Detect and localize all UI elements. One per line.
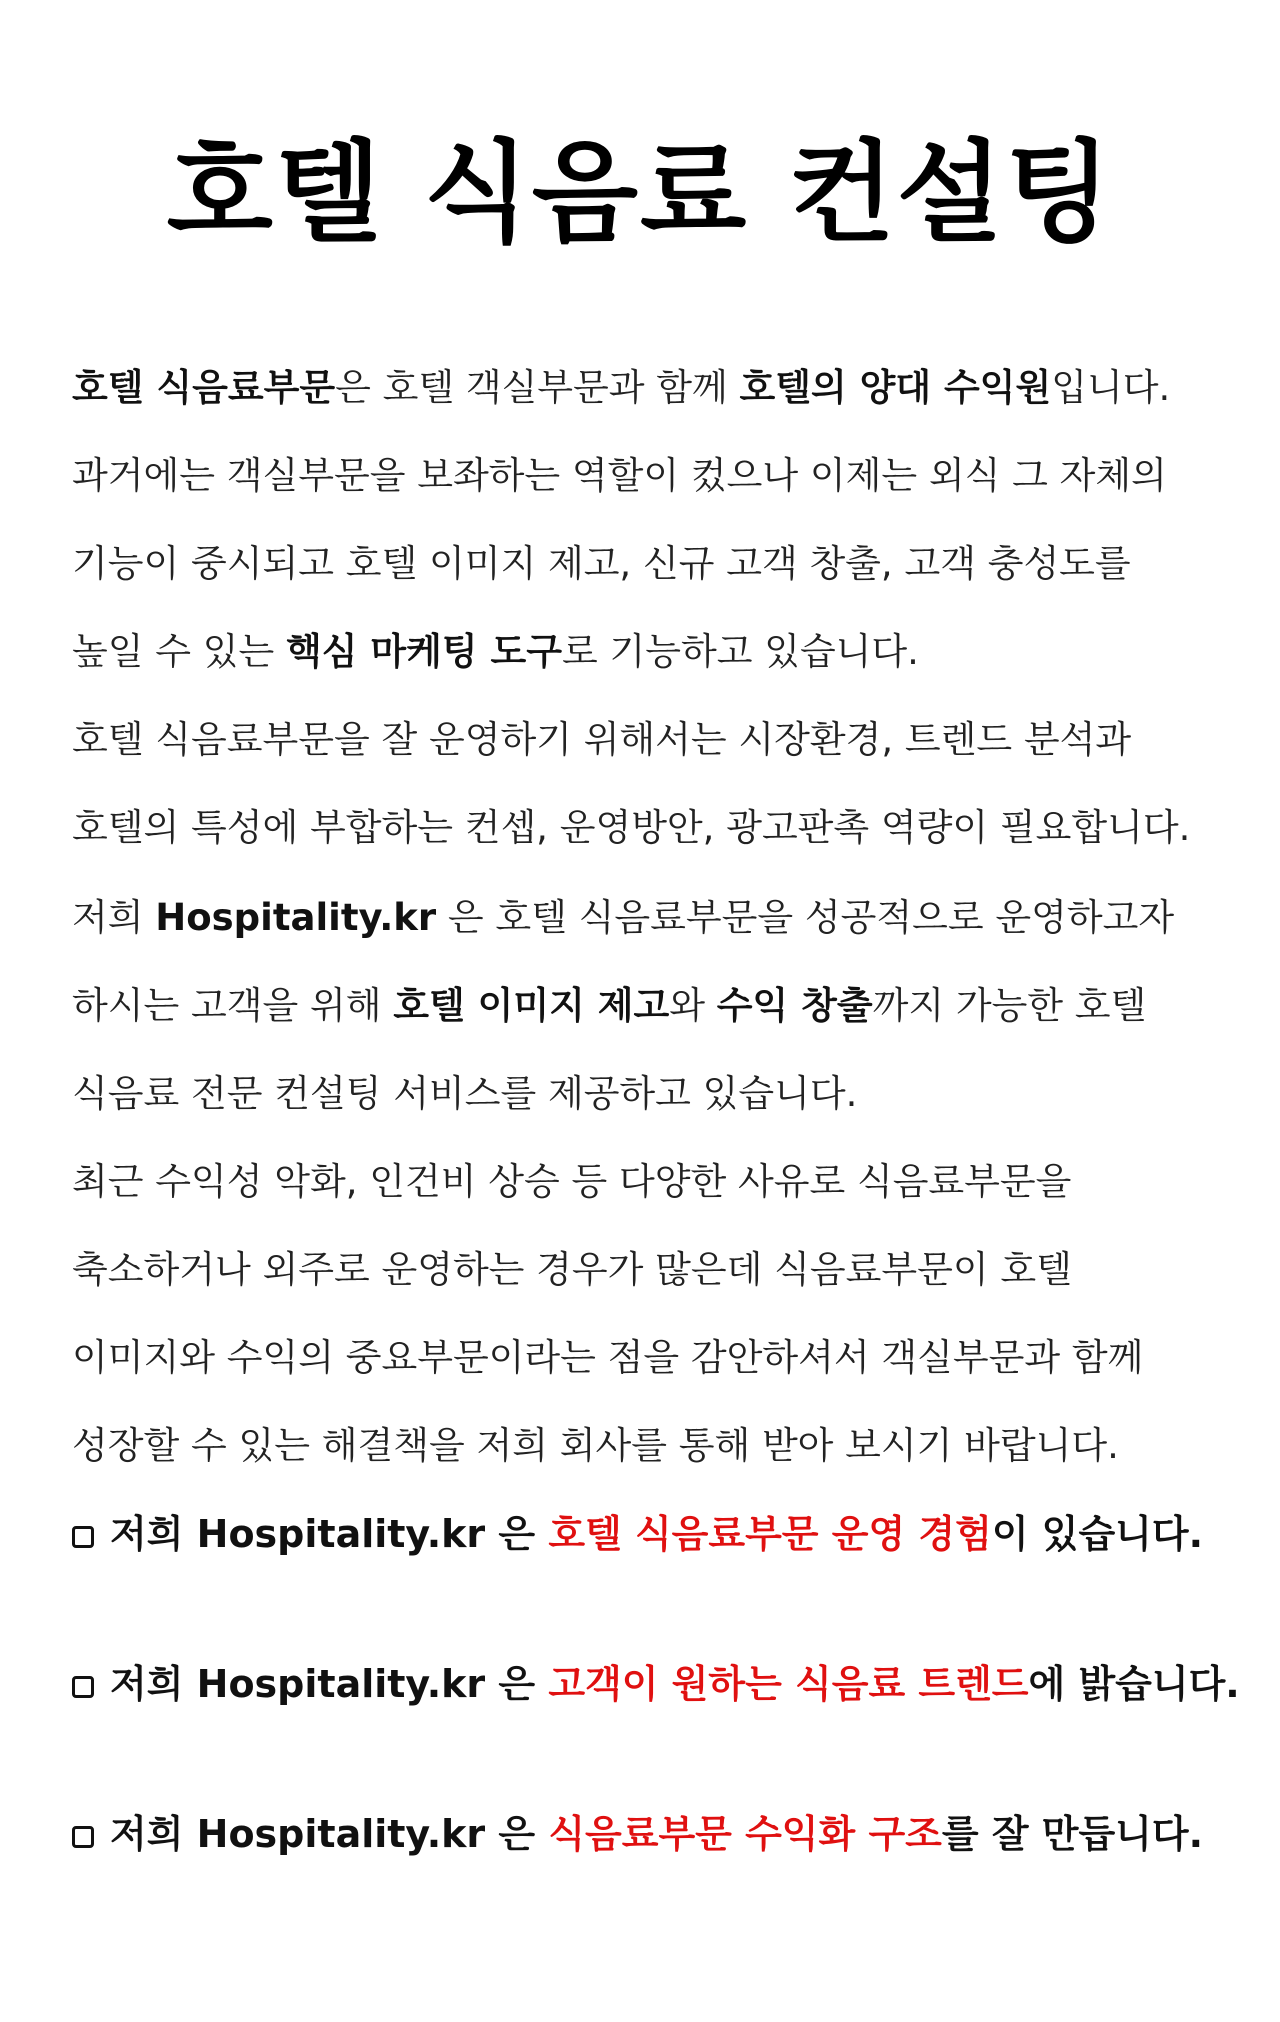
text-line bbox=[72, 344, 1222, 432]
text-line: 기능이 중시되고 호텔 이미지 제고, 신규 고객 창출, 고객 충성도를 bbox=[72, 542, 1131, 585]
text-span: 은 호텔 식음료부문을 성공적으로 운영하고자 bbox=[436, 896, 1175, 939]
text-span: 와 bbox=[669, 984, 717, 1027]
text-span: 저희 bbox=[72, 896, 156, 939]
bold-phrase: 호텔 이미지 제고 bbox=[393, 984, 670, 1027]
bullet-prefix: 저희 Hospitality.kr 은 bbox=[110, 1662, 549, 1706]
text-span: 입니다. bbox=[1051, 366, 1171, 409]
bullet-prefix: 저희 Hospitality.kr 은 bbox=[110, 1812, 549, 1856]
bold-phrase: 호텔 식음료부문 bbox=[72, 366, 336, 409]
bullet-suffix: 이 있습니다. bbox=[991, 1512, 1204, 1556]
bullet-experience bbox=[72, 1504, 1203, 1564]
bold-phrase: 핵심 마케팅 도구 bbox=[286, 630, 562, 673]
bullet-trends bbox=[72, 1654, 1240, 1714]
text-line bbox=[72, 874, 1222, 962]
text-line bbox=[72, 962, 1222, 1050]
intro-paragraph bbox=[72, 344, 1222, 872]
bullet-highlight: 식음료부문 수익화 구조 bbox=[548, 1812, 942, 1856]
checkbox-icon bbox=[72, 1676, 94, 1698]
text-span: 높일 수 있는 bbox=[72, 630, 286, 673]
bullet-prefix: 저희 Hospitality.kr 은 bbox=[110, 1512, 549, 1556]
text-line: 성장할 수 있는 해결책을 저희 회사를 통해 받아 보시기 바랍니다. bbox=[72, 1424, 1119, 1467]
bullet-highlight: 호텔 식음료부문 운영 경험 bbox=[548, 1512, 992, 1556]
text-span: 은 호텔 객실부문과 함께 bbox=[335, 366, 740, 409]
bullet-highlight: 고객이 원하는 식음료 트렌드 bbox=[548, 1662, 1029, 1706]
company-paragraph bbox=[72, 874, 1222, 1490]
text-span: 까지 가능한 호텔 bbox=[872, 984, 1147, 1027]
text-line bbox=[72, 608, 1222, 696]
text-line: 호텔 식음료부문을 잘 운영하기 위해서는 시장환경, 트렌드 분석과 bbox=[72, 718, 1132, 761]
bold-phrase: 수익 창출 bbox=[716, 984, 873, 1027]
text-line: 과거에는 객실부문을 보좌하는 역할이 컸으나 이제는 외식 그 자체의 bbox=[72, 454, 1167, 497]
brand-name: Hospitality.kr bbox=[155, 896, 437, 939]
text-line: 축소하거나 외주로 운영하는 경우가 많은데 식음료부문이 호텔 bbox=[72, 1248, 1072, 1291]
text-line: 이미지와 수익의 중요부문이라는 점을 감안하셔서 객실부문과 함께 bbox=[72, 1336, 1144, 1379]
bold-phrase: 호텔의 양대 수익원 bbox=[739, 366, 1052, 409]
bullet-suffix: 에 밝습니다. bbox=[1028, 1662, 1240, 1706]
bullet-revenue bbox=[72, 1804, 1203, 1864]
page-title: 호텔 식음료 컨설팅 bbox=[166, 129, 1114, 257]
text-span: 하시는 고객을 위해 bbox=[72, 984, 394, 1027]
checkbox-icon bbox=[72, 1826, 94, 1848]
text-line: 식음료 전문 컨설팅 서비스를 제공하고 있습니다. bbox=[72, 1072, 858, 1115]
checkbox-icon bbox=[72, 1526, 94, 1548]
text-span: 로 기능하고 있습니다. bbox=[561, 630, 919, 673]
text-line: 호텔의 특성에 부합하는 컨셉, 운영방안, 광고판촉 역량이 필요합니다. bbox=[72, 806, 1191, 849]
bullet-suffix: 를 잘 만듭니다. bbox=[941, 1812, 1204, 1856]
text-line: 최근 수익성 악화, 인건비 상승 등 다양한 사유로 식음료부문을 bbox=[72, 1160, 1072, 1203]
